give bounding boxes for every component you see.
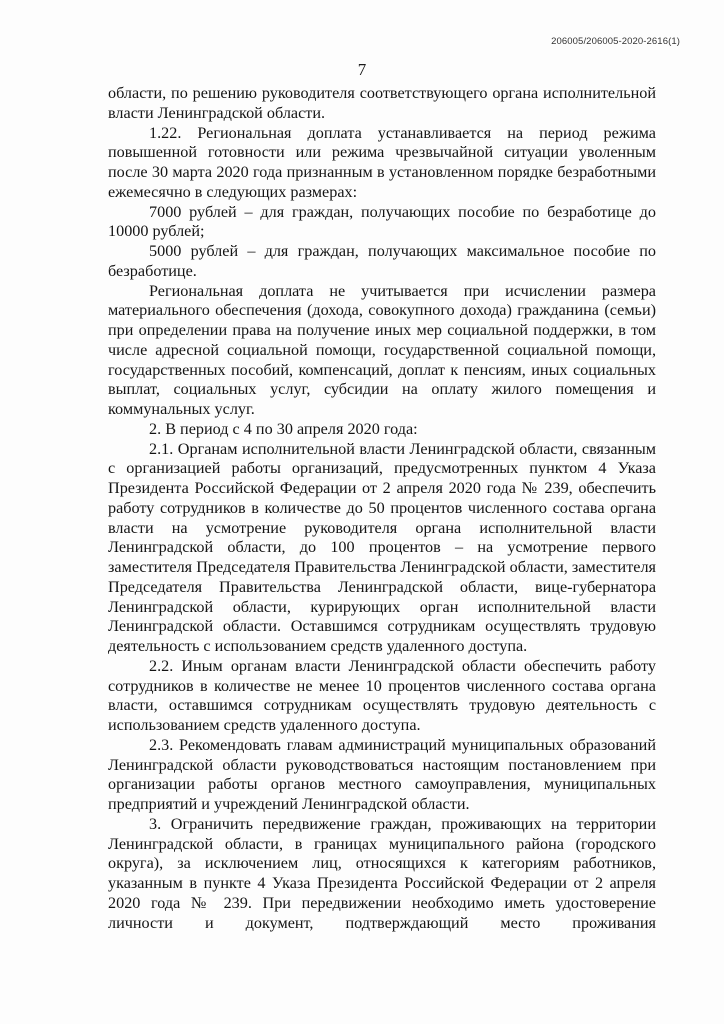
paragraph-2-2: 2.2. Иным органам власти Ленинградской области обеспечить работу сотрудников в количестве не менее 10 процентов численного состава органа власти, оставшимся сотрудникам осуществлять трудовую деятельность с использованием средств удаленного доступа. [108,656,656,734]
document-body [108,84,656,933]
page-number: 7 [357,60,367,79]
paragraph-continuation: области, по решению руководителя соответствующего органа исполнительной власти Ленинградской области. [108,84,656,122]
paragraph-regional-payment: Региональная доплата не учитывается при исчислении размера материального обеспечения (дохода, совокупного дохода) гражданина (семьи) при определении права на получение иных мер социальной поддержки, в том числе адресной социальной помощи, государственной социальной помощи, государственных пособий, компенсаций, доплат к пенсиям, иных социальных выплат, социальных услуг, субсидии на оплату жилого помещения и коммунальных услуг. [108,281,656,418]
paragraph-2-1: 2.1. Органам исполнительной власти Ленинградской области, связанным с организацией работы организаций, предусмотренных пунктом 4 Указа Президента Российской Федерации от 2 апреля 2020 года № 239, обеспечить работу сотрудников в количестве до 50 процентов численного состава органа власти на усмотрение руководителя органа исполнительной власти Ленинградской области, до 100 процентов – на усмотрение первого заместителя Председателя Правительства Ленинградской области, заместителя Председателя Правительства Ленинградской области, вице-губернатора Ленинградской области, курирующих орган исполнительной власти Ленинградской области. Оставшимся сотрудникам осуществлять трудовую деятельность с использованием средств удаленного доступа. [108,439,656,655]
paragraph-2: 2. В период с 4 по 30 апреля 2020 года: [149,419,418,438]
document-id: 206005/206005-2020-2616(1) [551,36,680,47]
paragraph-3: 3. Ограничить передвижение граждан, проживающих на территории Ленинградской области, в границах муниципального района (городского округа), за исключением лиц, относящихся к категориям работников, указанным в пункте 4 Указа Президента Российской Федерации от 2 апреля 2020 года № 239. При передвижении необходимо иметь удостоверение личности и документ, подтверждающий место проживания [108,814,656,932]
paragraph-7000: 7000 рублей – для граждан, получающих пособие по безработице до 10000 рублей; [108,202,656,241]
paragraph-1-22: 1.22. Региональная доплата устанавливается на период режима повышенной готовности или режима чрезвычайной ситуации уволенным после 30 марта 2020 года признанным в установленном порядке безработными ежемесячно в следующих размерах: [108,123,656,201]
paragraph-5000: 5000 рублей – для граждан, получающих максимальное пособие по безработице. [108,242,656,280]
paragraph-2-3: 2.3. Рекомендовать главам администраций муниципальных образований Ленинградской области руководствоваться настоящим постановлением при организации работы органов местного самоуправления, муниципальных предприятий и учреждений Ленинградской области. [108,735,656,813]
